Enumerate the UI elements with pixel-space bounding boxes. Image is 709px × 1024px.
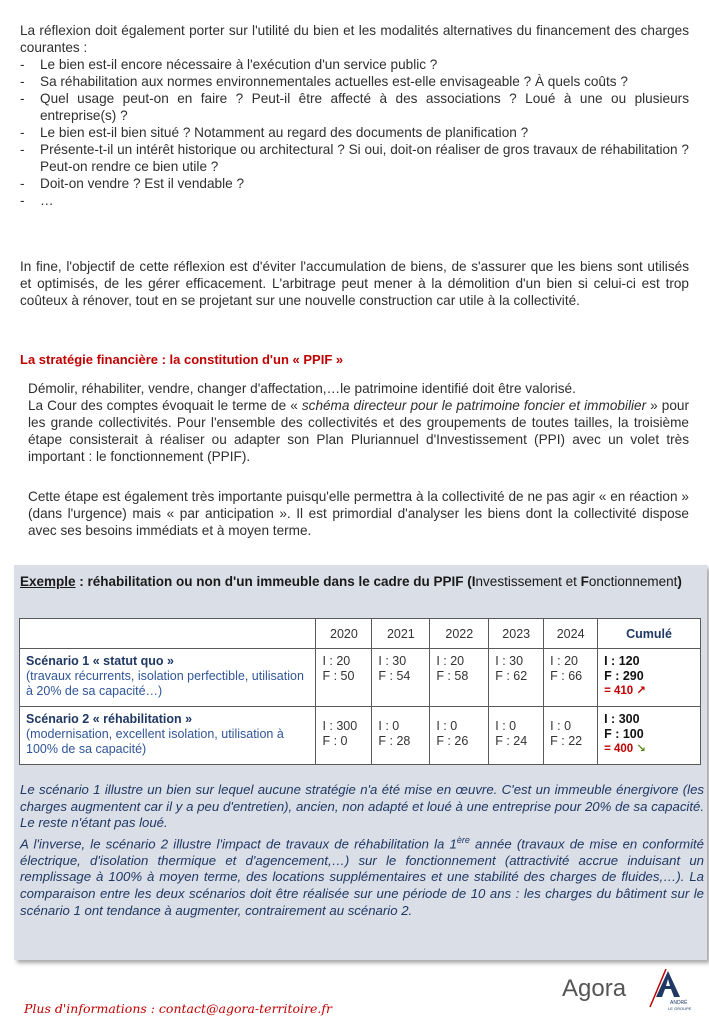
strategy-text-italic: schéma directeur pour le patrimoine foncier et immobilier	[301, 398, 647, 413]
value-f: F : 54	[378, 669, 411, 683]
example-box	[14, 565, 707, 960]
value-f: F : 22	[550, 734, 583, 748]
scenario-cell	[20, 649, 316, 707]
cumul-cell	[598, 649, 701, 707]
arrow-down-icon: ↘	[636, 743, 647, 755]
example-title	[20, 573, 704, 590]
cumul-f: F : 290	[604, 669, 644, 683]
strategy-body	[28, 397, 689, 465]
cumul-total	[604, 684, 694, 699]
value-f: F : 24	[495, 734, 528, 748]
strategy-paragraph-1	[28, 380, 689, 465]
value-i: I : 0	[495, 719, 517, 733]
strategy-line-1: Démolir, réhabiliter, vendre, changer d'affectation,…le patrimoine identifié doit être valorisé.	[28, 381, 576, 396]
cumul-total	[604, 742, 694, 757]
value-cell	[430, 707, 489, 765]
example-title-a: : réhabilitation ou non d'un immeuble dans le cadre du PPIF (	[75, 574, 472, 589]
value-cell	[372, 707, 430, 765]
value-i: I : 300	[322, 719, 358, 733]
strategy-text-b: » pour les grande collectivités. Pour l'ensemble des collectivités et des groupements de toutes tailles, la troisième étape consisterait à réaliser ou adapter son Plan Pluriannuel d'Investissement (PPI) avec un volet très important : le fonctionnement (PPIF).	[28, 398, 689, 464]
value-cell	[316, 707, 372, 765]
value-i: I : 30	[495, 654, 524, 668]
cumul-i: I : 120	[604, 654, 640, 668]
header-year: 2024	[544, 619, 598, 649]
agora-logo-text: Agora	[562, 975, 627, 1002]
example-title-i: I	[471, 574, 476, 589]
strategy-paragraph-2: Cette étape est également très importante puisqu'elle permettra à la collectivité de ne pas agir « en réaction » (dans l'urgence) mais « par anticipation ». Il est primordial d'analyser les biens dont la collectivité dispose avec ses besoins immédiats et à moyen terme.	[28, 489, 689, 538]
value-i: I : 20	[550, 654, 578, 668]
list-item: - Présente-t-il un intérêt historique ou architectural ? Si oui, doit-on réaliser de gros travaux de réhabilitation ? Peut-on rendre ce bien utile ?	[20, 141, 689, 175]
analysis-text	[20, 782, 704, 919]
value-cell	[430, 649, 489, 707]
value-f: F : 26	[436, 734, 469, 748]
value-f: F : 62	[495, 669, 528, 683]
value-cell	[372, 649, 430, 707]
value-cell	[489, 649, 544, 707]
scenario-desc: (travaux récurrents, isolation perfectible, utilisation à 20% de sa capacité…)	[26, 669, 304, 698]
value-cell	[544, 649, 598, 707]
value-cell	[489, 707, 544, 765]
value-i: I : 0	[436, 719, 458, 733]
header-year: 2021	[372, 619, 430, 649]
andre-logo-icon	[648, 967, 692, 1016]
analysis-sup: ère	[456, 834, 470, 845]
ppif-table	[19, 618, 701, 765]
example-title-d: )	[677, 574, 682, 589]
header-year: 2022	[430, 619, 489, 649]
list-item: - Le bien est-il encore nécessaire à l'exécution d'un service public ?	[20, 56, 689, 73]
analysis-text-a: A l'inverse, le scénario 2 illustre l'impact de travaux de réhabilitation la 1	[20, 836, 457, 852]
header-year: 2020	[316, 619, 372, 649]
conclusion-paragraph: In fine, l'objectif de cette réflexion est d'éviter l'accumulation de biens, de s'assurer que les biens sont utilisés et optimisés, de les gérer efficacement. L'arbitrage peut mener à la démolition d'un bien si celui-ci est trop coûteux à rénover, tout en se projetant sur une nouvelle construction car utile à la collectivité.	[20, 259, 689, 308]
analysis-paragraph-2	[20, 832, 704, 919]
example-title-b: nvestissement et	[475, 574, 581, 589]
question-list	[20, 56, 689, 209]
arrow-up-icon: ↗	[636, 685, 647, 697]
andre-logo-svg	[648, 967, 692, 1011]
value-cell	[316, 649, 372, 707]
value-cell	[544, 707, 598, 765]
list-item: - Quel usage peut-on en faire ? Peut-il être affecté à des associations ? Loué à une ou plusieurs entreprise(s) ?	[20, 90, 689, 124]
intro-section	[20, 22, 689, 209]
table-row	[20, 707, 701, 765]
value-i: I : 0	[378, 719, 400, 733]
value-f: F : 58	[436, 669, 469, 683]
value-i: I : 30	[378, 654, 407, 668]
value-i: I : 0	[550, 719, 572, 733]
header-cumul: Cumulé	[598, 619, 701, 649]
example-title-c: onctionnement	[588, 574, 678, 589]
table-row	[20, 649, 701, 707]
cumul-total-value: = 400	[604, 743, 634, 755]
cumul-cell	[598, 707, 701, 765]
analysis-paragraph-1: Le scénario 1 illustre un bien sur lequel aucune stratégie n'a été mise en œuvre. C'est un immeuble énergivore (les charges augmentent car il y a peu d'entretien), ancien, non adapté et loué à une entreprise pour 20% de sa capacité. Le reste n'étant pas loué.	[20, 782, 704, 831]
logo-sub2: LE GROUPE	[668, 1006, 692, 1011]
value-f: F : 66	[550, 669, 583, 683]
cumul-f: F : 100	[604, 727, 644, 741]
header-year: 2023	[489, 619, 544, 649]
value-f: F : 28	[378, 734, 411, 748]
list-item: - Sa réhabilitation aux normes environnementales actuelles est-elle envisageable ? À quels coûts ?	[20, 73, 689, 90]
value-f: F : 0	[322, 734, 348, 748]
strategy-text-a: La Cour des comptes évoquait le terme de «	[28, 398, 302, 413]
cumul-i: I : 300	[604, 712, 640, 726]
cumul-total-value: = 410	[604, 685, 634, 697]
example-label: Exemple	[20, 574, 76, 589]
analysis-text-b: année (travaux de mise en conformité électrique, d'isolation thermique et d'agencement,…) sur le fonctionnement (attractivité accrue induisant un remplissage à 100% à moyen terme, des locations supplémentaires et une stabilité des charges de fluides,…). La comparaison entre les deux scénarios doit être réalisée sur une période de 10 ans : les charges du bâtiment sur le scénario 1 ont tendance à augmenter, contrairement au scénario 2.	[20, 836, 704, 918]
scenario-desc: (modernisation, excellent isolation, utilisation à 100% de sa capacité)	[26, 727, 284, 756]
list-item: - …	[20, 192, 689, 209]
logo-sub1: ANDRÉ	[670, 1000, 688, 1006]
scenario-cell	[20, 707, 316, 765]
value-f: F : 50	[322, 669, 355, 683]
list-item: - Doit-on vendre ? Est il vendable ?	[20, 175, 689, 192]
intro-text: La réflexion doit également porter sur l'utilité du bien et les modalités alternatives du financement des charges courantes :	[20, 23, 689, 55]
list-item: - Le bien est-il bien situé ? Notamment au regard des documents de planification ?	[20, 124, 689, 141]
scenario-title: Scénario 1 « statut quo »	[26, 654, 174, 668]
table-header-row	[20, 619, 701, 649]
section-heading: La stratégie financière : la constitution d'un « PPIF »	[20, 352, 344, 367]
example-title-f: F	[580, 574, 589, 589]
value-i: I : 20	[436, 654, 465, 668]
header-empty	[20, 619, 316, 649]
scenario-title: Scénario 2 « réhabilitation »	[26, 712, 193, 726]
footer-contact[interactable]: Plus d'informations : contact@agora-territoire.fr	[24, 1001, 333, 1016]
value-i: I : 20	[322, 654, 351, 668]
